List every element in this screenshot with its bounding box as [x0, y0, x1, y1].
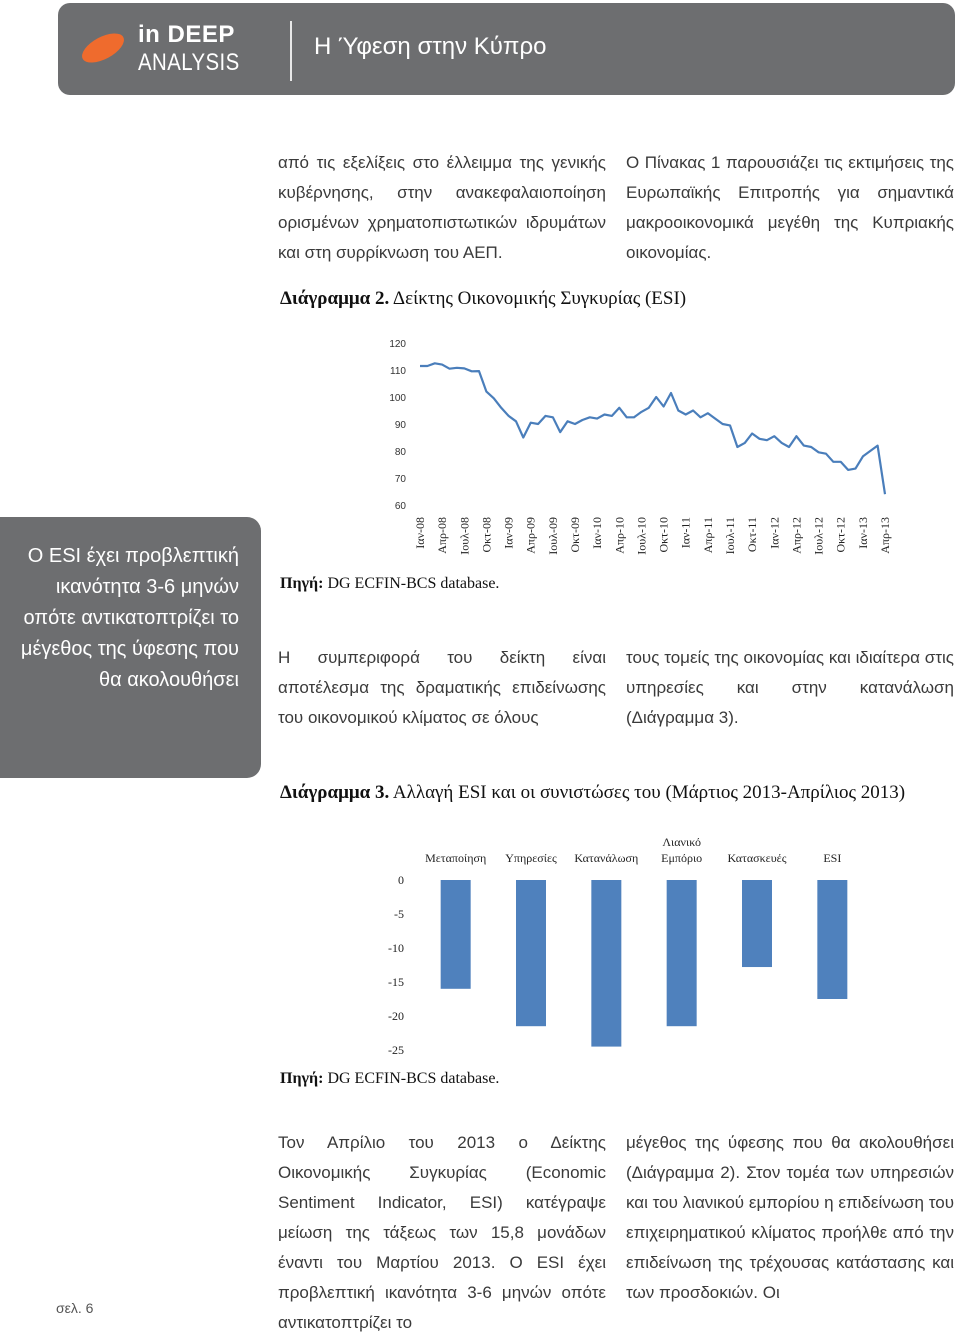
figure2-source-text: DG ECFIN-BCS database.: [327, 575, 500, 592]
x-tick-label: Ιουλ-11: [723, 517, 737, 555]
figure3-source-text: DG ECFIN-BCS database.: [327, 1070, 500, 1087]
x-tick-label: Οκτ-08: [479, 517, 494, 553]
x-tick-label: Απρ-12: [789, 517, 804, 554]
category-label: Κατανάλωση: [574, 851, 639, 865]
header-divider: [290, 21, 292, 81]
figure2-source: [280, 575, 499, 593]
category-label: Υπηρεσίες: [505, 851, 557, 865]
y-tick-label: 110: [390, 366, 406, 377]
x-tick-label: Ιαν-11: [678, 517, 693, 549]
x-tick-label: Απρ-13: [878, 517, 892, 554]
x-tick-label: Ιαν-13: [855, 517, 870, 549]
y-tick-label: 70: [394, 474, 406, 485]
sidebar-quote-box: [0, 517, 261, 778]
category-label: ESI: [823, 851, 842, 865]
top-right-paragraph: Ο Πίνακας 1 παρουσιάζει τις εκτιμήσεις της Ευρωπαϊκής Επιτροπής για σημαντικά μακροοικονομικά μεγέθη της Κυπριακής οικονομίας.: [626, 153, 954, 262]
bar: [591, 880, 621, 1047]
esi-components-bar-chart: [380, 830, 880, 1065]
figure3-source-label: Πηγή:: [280, 1070, 324, 1087]
page-title: Η Ύφεση στην Κύπρο: [314, 33, 547, 60]
y-tick-label: -20: [388, 1009, 404, 1023]
bar: [516, 880, 546, 1026]
y-tick-label: -25: [388, 1043, 404, 1057]
category-label: Λιανικό: [662, 835, 701, 849]
figure3-title: [280, 782, 905, 804]
x-tick-label: Ιουλ-09: [545, 517, 560, 555]
x-tick-label: Απρ-10: [612, 517, 627, 554]
esi-line-chart: [380, 333, 900, 578]
sidebar-quote: Ο ESI έχει προβλεπτική ικανότητα 3-6 μηνών οπότε αντικατοπτρίζει το μέγεθος της ύφεσης που θα ακολουθήσει: [20, 545, 239, 691]
x-tick-label: Ιαν-09: [501, 517, 516, 549]
category-label: Μεταποίηση: [425, 851, 487, 865]
figure2-title: [280, 288, 686, 310]
y-tick-label: 80: [394, 447, 406, 458]
bottom-right-paragraph: μέγεθος της ύφεσης που θα ακολουθήσει (Διάγραμμα 2). Στον τομέα των υπηρεσιών και του λιανικού εμπορίου η επιδείνωση του επιχειρηματικού κλίματος προήλθε από την επιδείνωση της τρέχουσας κατάστασης και των προσδοκιών. Οι: [626, 1133, 954, 1302]
esi-series-line: [420, 363, 885, 494]
logo-mark-icon: [78, 27, 129, 68]
figure3-title-text: Αλλαγή ESI και οι συνιστώσες του (Μάρτιος 2013-Απρίλιος 2013): [392, 782, 906, 803]
bar: [817, 880, 847, 999]
y-tick-label: -15: [388, 975, 404, 989]
middle-right-paragraph: τους τομείς της οικονομίας και ιδιαίτερα στις υπηρεσίες και στην κατανάλωση (Διάγραμμα 3).: [626, 648, 954, 727]
x-tick-label: Ιουλ-08: [457, 517, 472, 555]
bottom-left-paragraph: Τον Απρίλιο του 2013 ο Δείκτης Οικονομικής Συγκυρίας (Economic Sentiment Indicator, ESI) κατέγραψε μείωση της τάξεως των 15,8 μονάδων έναντι του Μαρτίου 2013. Ο ESI έχει προβλεπτική ικανότητα 3-6 μηνών οπότε αντικατοπτρίζει το: [278, 1133, 606, 1332]
y-tick-label: -5: [394, 907, 404, 921]
header-banner: [58, 3, 955, 95]
bar: [742, 880, 772, 967]
logo-text-line1: in DEEP: [138, 21, 235, 48]
x-tick-label: Ιουλ-10: [634, 517, 649, 555]
bar: [667, 880, 697, 1026]
x-tick-label: Οκτ-11: [745, 517, 760, 553]
x-tick-label: Απρ-09: [523, 517, 538, 554]
figure2-title-text: Δείκτης Οικονομικής Συγκυρίας (ESI): [392, 288, 687, 309]
x-tick-label: Ιαν-08: [413, 517, 427, 549]
figure3-label: Διάγραμμα 3.: [280, 782, 390, 803]
x-tick-label: Οκτ-09: [568, 517, 582, 553]
page-number: σελ. 6: [56, 1300, 94, 1316]
x-tick-label: Ιαν-12: [767, 517, 782, 549]
y-tick-label: 60: [394, 501, 406, 512]
y-tick-label: -10: [388, 941, 404, 955]
figure2-label: Διάγραμμα 2.: [280, 288, 390, 309]
middle-left-paragraph: Η συμπεριφορά του δείκτη είναι αποτέλεσμα της δραματικής επιδείνωσης του οικονομικού κλίματος σε όλους: [278, 648, 606, 727]
top-left-paragraph: από τις εξελίξεις στο έλλειμμα της γενικής κυβέρνησης, στην ανακεφαλαιοποίηση ορισμένων χρηματοπιστωτικών ιδρυμάτων και στη συρρίκνωση του ΑΕΠ.: [278, 153, 606, 262]
x-tick-label: Ιαν-10: [590, 517, 605, 549]
logo-text-line2: ANALYSIS: [138, 49, 240, 76]
category-label: Κατασκευές: [727, 851, 787, 865]
x-tick-label: Ιουλ-12: [811, 517, 826, 555]
y-tick-label: 90: [394, 420, 406, 431]
bar: [441, 880, 471, 989]
y-tick-label: 0: [398, 873, 404, 887]
x-tick-label: Οκτ-12: [833, 517, 848, 553]
x-tick-label: Απρ-08: [435, 517, 450, 554]
y-tick-label: 120: [389, 339, 406, 350]
x-tick-label: Οκτ-10: [656, 517, 671, 553]
y-tick-label: 100: [389, 393, 406, 404]
x-tick-label: Απρ-11: [700, 517, 715, 554]
category-label: Εμπόριο: [661, 851, 703, 865]
figure3-source: [280, 1070, 499, 1088]
figure2-source-label: Πηγή:: [280, 575, 324, 592]
